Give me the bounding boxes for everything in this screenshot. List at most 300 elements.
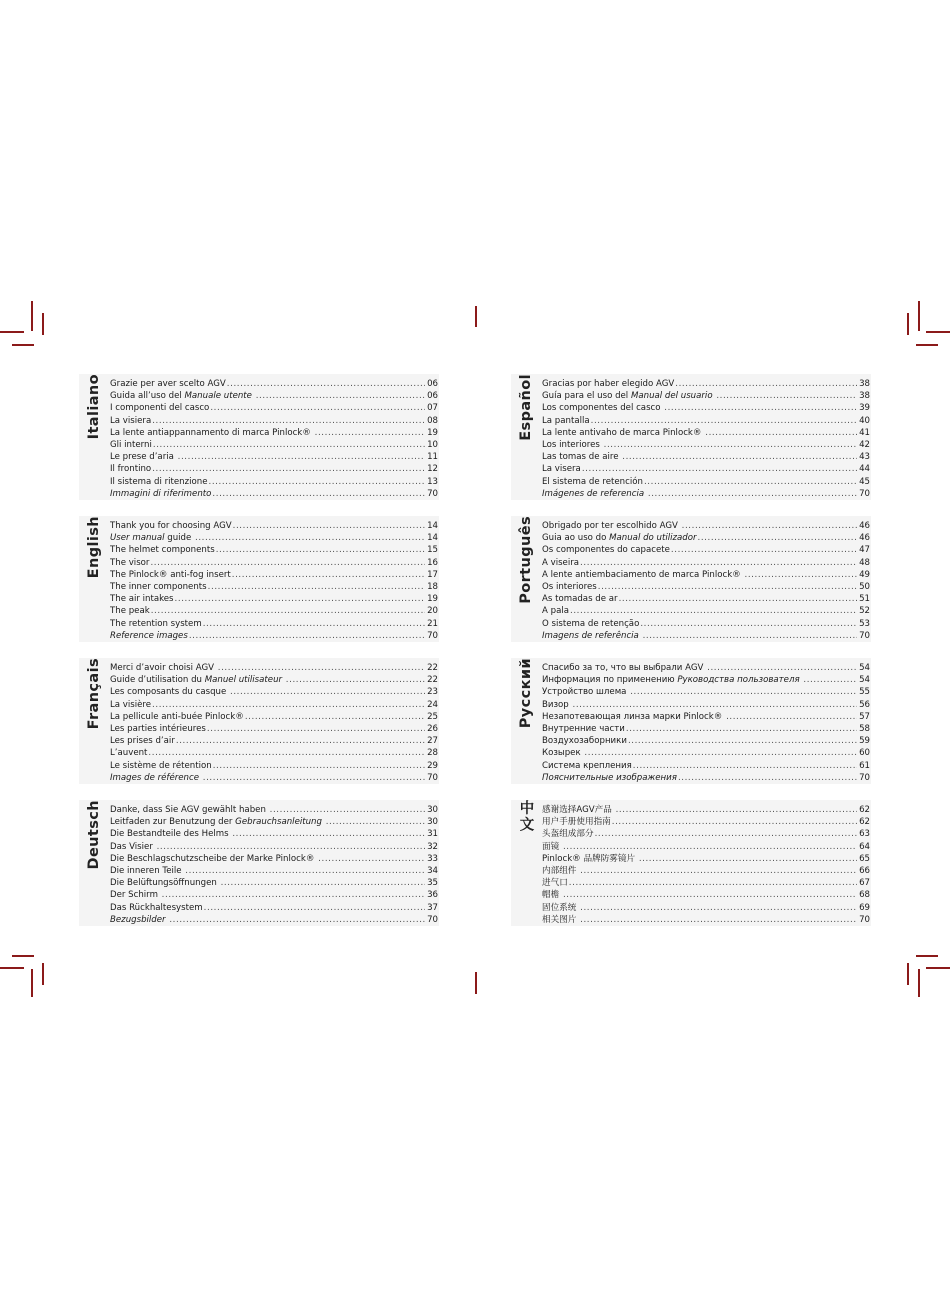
toc-entry[interactable] — [542, 804, 870, 816]
toc-entry[interactable] — [542, 532, 870, 544]
toc-entry[interactable] — [542, 760, 870, 772]
toc-entry-italic-text: Immagini di riferimento — [110, 488, 212, 499]
page-number: 52 — [859, 606, 870, 617]
toc-entry[interactable] — [110, 889, 438, 901]
dot-leader — [619, 593, 857, 605]
page-number: 56 — [859, 699, 870, 710]
toc-entry[interactable] — [542, 735, 870, 747]
toc-entry[interactable] — [542, 520, 870, 532]
toc-entry-title — [542, 630, 642, 642]
toc-entry[interactable] — [542, 841, 870, 853]
page-number: 44 — [859, 464, 870, 475]
dot-leader — [675, 378, 857, 390]
fold-mark — [475, 972, 477, 994]
toc-entry-text: Thank you for choosing AGV — [110, 521, 232, 531]
language-heading — [511, 516, 541, 642]
toc-entry[interactable] — [542, 488, 870, 500]
page-number: 19 — [427, 427, 438, 438]
toc-entry[interactable] — [110, 711, 438, 723]
toc-entry-text: Das Visier — [110, 841, 153, 852]
toc-entry[interactable] — [542, 711, 870, 723]
toc-entry-text: Los componentes del casco — [542, 403, 661, 414]
toc-entry[interactable] — [542, 662, 870, 674]
toc-entry[interactable] — [542, 902, 870, 914]
toc-entry[interactable] — [110, 828, 438, 840]
crop-mark — [12, 955, 34, 957]
page-number: 17 — [427, 569, 438, 580]
toc-entry[interactable] — [110, 439, 438, 451]
toc-entry-text: Внутренние части — [542, 723, 625, 734]
toc-entry-text-suffix — [722, 712, 725, 722]
toc-entry-title — [542, 662, 706, 674]
toc-entry[interactable] — [542, 699, 870, 711]
toc-entry-text-suffix — [226, 687, 229, 697]
toc-entry[interactable] — [542, 390, 870, 402]
toc-entry-italic-text: Пояснительные изображения — [542, 772, 677, 783]
dot-leader — [151, 605, 425, 617]
dot-leader — [210, 402, 425, 414]
toc-entry-title — [110, 760, 212, 772]
toc-entry-text-suffix — [678, 521, 681, 531]
toc-entry-title — [542, 488, 647, 500]
page-number: 49 — [859, 569, 870, 580]
dot-leader — [315, 427, 425, 439]
toc-entry[interactable] — [542, 557, 870, 569]
dot-leader — [595, 828, 857, 840]
toc-entry-title — [110, 711, 244, 723]
page-number: 70 — [859, 772, 870, 783]
dot-leader — [622, 451, 857, 463]
toc-entry-text: Спасибо за то, что вы выбрали AGV — [542, 663, 704, 673]
toc-entry[interactable] — [110, 476, 438, 488]
page-number: 13 — [427, 476, 438, 487]
page-number: 14 — [427, 521, 438, 531]
dot-leader — [698, 532, 857, 544]
toc-entry[interactable] — [110, 544, 438, 556]
dot-leader — [569, 877, 857, 889]
toc-entry-title — [110, 451, 177, 463]
dot-leader — [643, 630, 857, 642]
toc-entry[interactable] — [110, 853, 438, 865]
toc-entry-italic-text: Manual del usuario — [630, 391, 713, 402]
toc-entry-text: Gracias por haber elegido AGV — [542, 379, 675, 389]
dot-leader — [175, 593, 425, 605]
toc-entry-text: Guide d’utilisation du — [110, 675, 205, 686]
toc-entry-title — [542, 618, 639, 630]
toc-section-espanol — [511, 374, 871, 500]
language-heading — [511, 658, 541, 784]
toc-entry-text: El sistema de retención — [542, 476, 643, 487]
toc-entry-title — [110, 581, 207, 593]
toc-entry[interactable] — [542, 569, 870, 581]
toc-entry-text: Os interiores — [542, 581, 597, 592]
toc-entry-text: 固位系统 — [542, 902, 577, 913]
page-number: 47 — [859, 545, 870, 556]
page-number: 65 — [859, 853, 870, 864]
toc-entry[interactable] — [542, 544, 870, 556]
toc-entry-title — [110, 889, 161, 901]
toc-entry[interactable] — [542, 686, 870, 698]
toc-section-italiano — [79, 374, 439, 500]
toc-entry-italic-text: Bezugsbilder — [110, 914, 166, 925]
toc-entry[interactable] — [110, 581, 438, 593]
toc-entry-title — [110, 390, 255, 402]
toc-entry[interactable] — [542, 723, 870, 735]
toc-entry[interactable] — [110, 378, 438, 390]
toc-entry-list — [110, 378, 438, 500]
toc-entry[interactable] — [542, 451, 870, 463]
toc-entry-title — [542, 889, 562, 901]
toc-entry[interactable] — [542, 828, 870, 840]
page-number: 46 — [859, 533, 870, 544]
toc-entry-title — [542, 427, 704, 439]
toc-entry-title — [542, 772, 677, 784]
dot-leader — [570, 605, 857, 617]
dot-leader — [232, 569, 425, 581]
toc-entry-title — [542, 476, 643, 488]
toc-entry-title — [542, 378, 674, 390]
toc-entry-title — [110, 488, 211, 500]
dot-leader — [152, 699, 425, 711]
toc-entry[interactable] — [110, 415, 438, 427]
toc-entry-text: Il frontino — [110, 464, 152, 475]
toc-entry-text: Die Belüftungsöffnungen — [110, 878, 217, 889]
toc-entry[interactable] — [542, 593, 870, 605]
page-number: 70 — [427, 630, 438, 641]
toc-entry-text: The helmet components — [110, 545, 215, 556]
dot-leader — [245, 711, 425, 723]
page-number: 70 — [427, 772, 438, 783]
toc-entry-text-suffix — [166, 915, 169, 925]
toc-entry-text: The Pinlock® anti-fog insert — [110, 569, 231, 580]
toc-entry[interactable] — [110, 557, 438, 569]
toc-entry-title — [542, 841, 562, 853]
toc-entry-title — [542, 557, 579, 569]
page-number: 70 — [427, 914, 438, 925]
toc-entry-text-suffix — [322, 817, 325, 827]
toc-entry-title — [542, 569, 744, 581]
toc-entry-text: 面镜 — [542, 841, 560, 852]
toc-entry[interactable] — [542, 853, 870, 865]
page-number: 32 — [427, 841, 438, 852]
toc-entry-text: Pinlock® 品牌防雾镜片 — [542, 853, 636, 864]
dot-leader — [162, 889, 425, 901]
toc-entry-title — [542, 463, 581, 475]
dot-leader — [644, 476, 857, 488]
page-number: 34 — [427, 865, 438, 876]
toc-entry-text-suffix — [252, 391, 255, 401]
toc-entry-text: Les parties intérieures — [110, 723, 206, 734]
toc-entry[interactable] — [542, 674, 870, 686]
toc-entry[interactable] — [110, 569, 438, 581]
dot-leader — [256, 390, 425, 402]
dot-leader — [204, 902, 425, 914]
toc-entry[interactable] — [110, 390, 438, 402]
dot-leader — [185, 865, 425, 877]
toc-section-russkiy — [511, 658, 871, 784]
page-number: 38 — [859, 379, 870, 389]
toc-entry[interactable] — [110, 488, 438, 500]
crop-mark — [918, 969, 920, 997]
toc-section-zhongwen — [511, 800, 871, 926]
toc-entry[interactable] — [110, 914, 438, 926]
toc-entry-text-suffix — [174, 452, 177, 462]
language-heading — [511, 800, 541, 926]
page-number: 70 — [859, 488, 870, 499]
toc-entry-text: Os componentes do capacete — [542, 545, 670, 556]
toc-entry[interactable] — [542, 630, 870, 642]
dot-leader — [207, 723, 425, 735]
toc-entry-title — [110, 463, 151, 475]
page-number: 62 — [859, 817, 870, 828]
toc-entry[interactable] — [110, 816, 438, 828]
toc-entry-title — [110, 557, 149, 569]
toc-entry-title — [110, 902, 203, 914]
toc-entry[interactable] — [110, 686, 438, 698]
crop-mark — [42, 963, 44, 985]
language-label: Deutsch — [86, 800, 102, 870]
toc-entry-title — [110, 735, 175, 747]
toc-entry[interactable] — [542, 463, 870, 475]
toc-entry-title — [542, 816, 611, 828]
page-number: 58 — [859, 723, 870, 734]
dot-leader — [157, 841, 425, 853]
toc-entry-text-suffix — [800, 675, 803, 685]
toc-entry-text-suffix — [581, 748, 584, 758]
page-number: 57 — [859, 711, 870, 722]
toc-entry[interactable] — [542, 415, 870, 427]
dot-leader — [153, 439, 425, 451]
language-heading — [79, 516, 109, 642]
toc-entry-title — [110, 439, 152, 451]
page-number: 35 — [427, 878, 438, 889]
toc-entry-text: La pellicule anti-buée Pinlock® — [110, 711, 244, 722]
toc-entry-title — [110, 605, 150, 617]
toc-entry[interactable] — [542, 914, 870, 926]
dot-leader — [326, 816, 425, 828]
page-number: 31 — [427, 829, 438, 840]
toc-entry-text-suffix — [559, 842, 562, 852]
dot-leader — [582, 463, 857, 475]
crop-mark — [12, 344, 34, 346]
page-number: 70 — [427, 488, 438, 499]
page-number: 45 — [859, 476, 870, 487]
page-number: 39 — [859, 403, 870, 414]
toc-entry-text: Guida all’uso del — [110, 391, 185, 402]
toc-entry[interactable] — [110, 520, 438, 532]
dot-leader — [286, 674, 425, 686]
page-number: 40 — [859, 415, 870, 426]
toc-entry-text-suffix — [576, 915, 579, 925]
toc-entry-text: The air intakes — [110, 594, 174, 605]
toc-entry[interactable] — [542, 439, 870, 451]
toc-entry-title — [110, 476, 208, 488]
dot-leader — [580, 865, 857, 877]
toc-entry-italic-text: Reference images — [110, 630, 188, 641]
dot-leader — [664, 402, 857, 414]
dot-leader — [803, 674, 857, 686]
toc-entry[interactable] — [542, 877, 870, 889]
toc-entry-text: Gli interni — [110, 439, 152, 450]
toc-entry-text: Die inneren Teile — [110, 865, 182, 876]
crop-mark — [31, 301, 33, 331]
page-number: 62 — [859, 805, 870, 815]
toc-entry-text-suffix — [153, 842, 156, 852]
toc-entry-text-suffix — [619, 452, 622, 462]
toc-entry-italic-text: Manuel utilisateur — [204, 675, 283, 686]
dot-leader — [189, 630, 425, 642]
toc-entry-text: La visiera — [110, 415, 152, 426]
toc-entry[interactable] — [542, 605, 870, 617]
toc-entry-text-suffix — [199, 773, 202, 783]
toc-entry-text-suffix — [661, 403, 664, 413]
page-number: 43 — [859, 452, 870, 463]
toc-entry-text-suffix — [713, 391, 716, 401]
toc-entry-text: L’auvent — [110, 748, 148, 759]
toc-entry[interactable] — [110, 427, 438, 439]
dot-leader — [221, 877, 425, 889]
toc-entry[interactable] — [542, 378, 870, 390]
toc-entry[interactable] — [110, 804, 438, 816]
toc-entry-text: La lente antiappannamento di marca Pinlock® — [110, 427, 311, 438]
language-label: Italiano — [86, 374, 102, 440]
toc-entry-text-suffix — [741, 570, 744, 580]
toc-entry-text: Le prese d’aria — [110, 452, 174, 463]
toc-entry[interactable] — [110, 723, 438, 735]
crop-mark — [916, 955, 938, 957]
toc-entry[interactable] — [110, 463, 438, 475]
page-number: 54 — [859, 675, 870, 686]
toc-entry[interactable] — [542, 816, 870, 828]
toc-entry-text-suffix — [600, 440, 603, 450]
toc-entry-title — [542, 451, 621, 463]
toc-entry[interactable] — [542, 772, 870, 784]
toc-entry[interactable] — [542, 747, 870, 759]
toc-entry-title — [110, 723, 206, 735]
toc-entry-text-suffix — [282, 675, 285, 685]
toc-entry-italic-text: Gebrauchsanleitung — [235, 817, 322, 828]
toc-entry-text-suffix — [229, 829, 232, 839]
page-number: 22 — [427, 675, 438, 686]
toc-entry-italic-text: Manuale utente — [184, 391, 252, 402]
toc-entry[interactable] — [110, 630, 438, 642]
crop-mark — [918, 301, 920, 331]
toc-entry[interactable] — [110, 841, 438, 853]
toc-entry-title — [542, 735, 627, 747]
toc-entry-text: Das Rückhaltesystem — [110, 902, 203, 913]
toc-entry[interactable] — [110, 772, 438, 784]
toc-entry[interactable] — [110, 760, 438, 772]
toc-entry[interactable] — [110, 699, 438, 711]
dot-leader — [213, 760, 425, 772]
page-number: 10 — [427, 439, 438, 450]
toc-entry[interactable] — [542, 581, 870, 593]
toc-entry[interactable] — [542, 402, 870, 414]
toc-entry-text: Los interiores — [542, 439, 600, 450]
toc-entry-text-suffix — [569, 700, 572, 710]
toc-entry-title — [542, 593, 618, 605]
dot-leader — [152, 463, 425, 475]
toc-entry[interactable] — [110, 532, 438, 544]
page-number: 21 — [427, 618, 438, 629]
toc-entry-title — [542, 415, 590, 427]
toc-entry-title — [542, 544, 670, 556]
toc-entry-text: Danke, dass Sie AGV gewählt haben — [110, 805, 266, 815]
dot-leader — [639, 853, 857, 865]
toc-entry-text-suffix — [639, 631, 642, 641]
crop-mark — [907, 963, 909, 985]
toc-entry[interactable] — [542, 889, 870, 901]
toc-entry-title — [110, 415, 151, 427]
page-number: 50 — [859, 581, 870, 592]
toc-entry-text: Der Schirm — [110, 890, 158, 901]
dot-leader — [169, 914, 425, 926]
toc-entry-list — [542, 662, 870, 784]
toc-entry[interactable] — [110, 662, 438, 674]
toc-entry-title — [110, 402, 209, 414]
dot-leader — [612, 816, 857, 828]
toc-entry[interactable] — [110, 902, 438, 914]
toc-entry-text: The visor — [110, 557, 150, 568]
toc-entry-title — [542, 711, 725, 723]
toc-entry-text: A viseira — [542, 557, 580, 568]
language-heading — [79, 800, 109, 926]
toc-entry[interactable] — [110, 865, 438, 877]
page-number: 53 — [859, 618, 870, 629]
page-number: 15 — [427, 545, 438, 556]
toc-entry[interactable] — [542, 427, 870, 439]
dot-leader — [648, 488, 857, 500]
toc-entry-title — [542, 686, 629, 698]
toc-entry[interactable] — [110, 877, 438, 889]
toc-entry-text: Информация по применению — [542, 675, 678, 686]
dot-leader — [230, 686, 425, 698]
toc-entry-title — [542, 853, 638, 865]
toc-entry-title — [542, 605, 569, 617]
toc-entry[interactable] — [110, 674, 438, 686]
toc-entry-list — [542, 520, 870, 642]
toc-entry-text: 帽檐 — [542, 890, 560, 901]
toc-entry[interactable] — [110, 747, 438, 759]
toc-entry-title — [542, 390, 715, 402]
toc-entry[interactable] — [542, 865, 870, 877]
page-number: 20 — [427, 606, 438, 617]
toc-entry[interactable] — [110, 605, 438, 617]
toc-entry[interactable] — [110, 618, 438, 630]
toc-entry-title — [542, 674, 802, 686]
toc-entry-title — [110, 630, 188, 642]
toc-entry[interactable] — [542, 618, 870, 630]
toc-entry[interactable] — [110, 593, 438, 605]
toc-entry[interactable] — [110, 402, 438, 414]
toc-entry-text: I componenti del casco — [110, 403, 210, 414]
page-number: 42 — [859, 439, 870, 450]
page-number: 60 — [859, 748, 870, 759]
page-number: 54 — [859, 663, 870, 673]
page-number: 16 — [427, 557, 438, 568]
toc-entry[interactable] — [110, 451, 438, 463]
toc-entry-text-suffix — [635, 854, 638, 864]
toc-entry-text-suffix — [266, 805, 269, 815]
toc-entry-text: La visière — [110, 699, 152, 710]
page-number: 48 — [859, 557, 870, 568]
dot-leader — [232, 828, 425, 840]
toc-entry[interactable] — [542, 476, 870, 488]
toc-entry[interactable] — [110, 735, 438, 747]
dot-leader — [626, 723, 857, 735]
toc-entry-title — [110, 828, 231, 840]
toc-entry-title — [542, 439, 603, 451]
